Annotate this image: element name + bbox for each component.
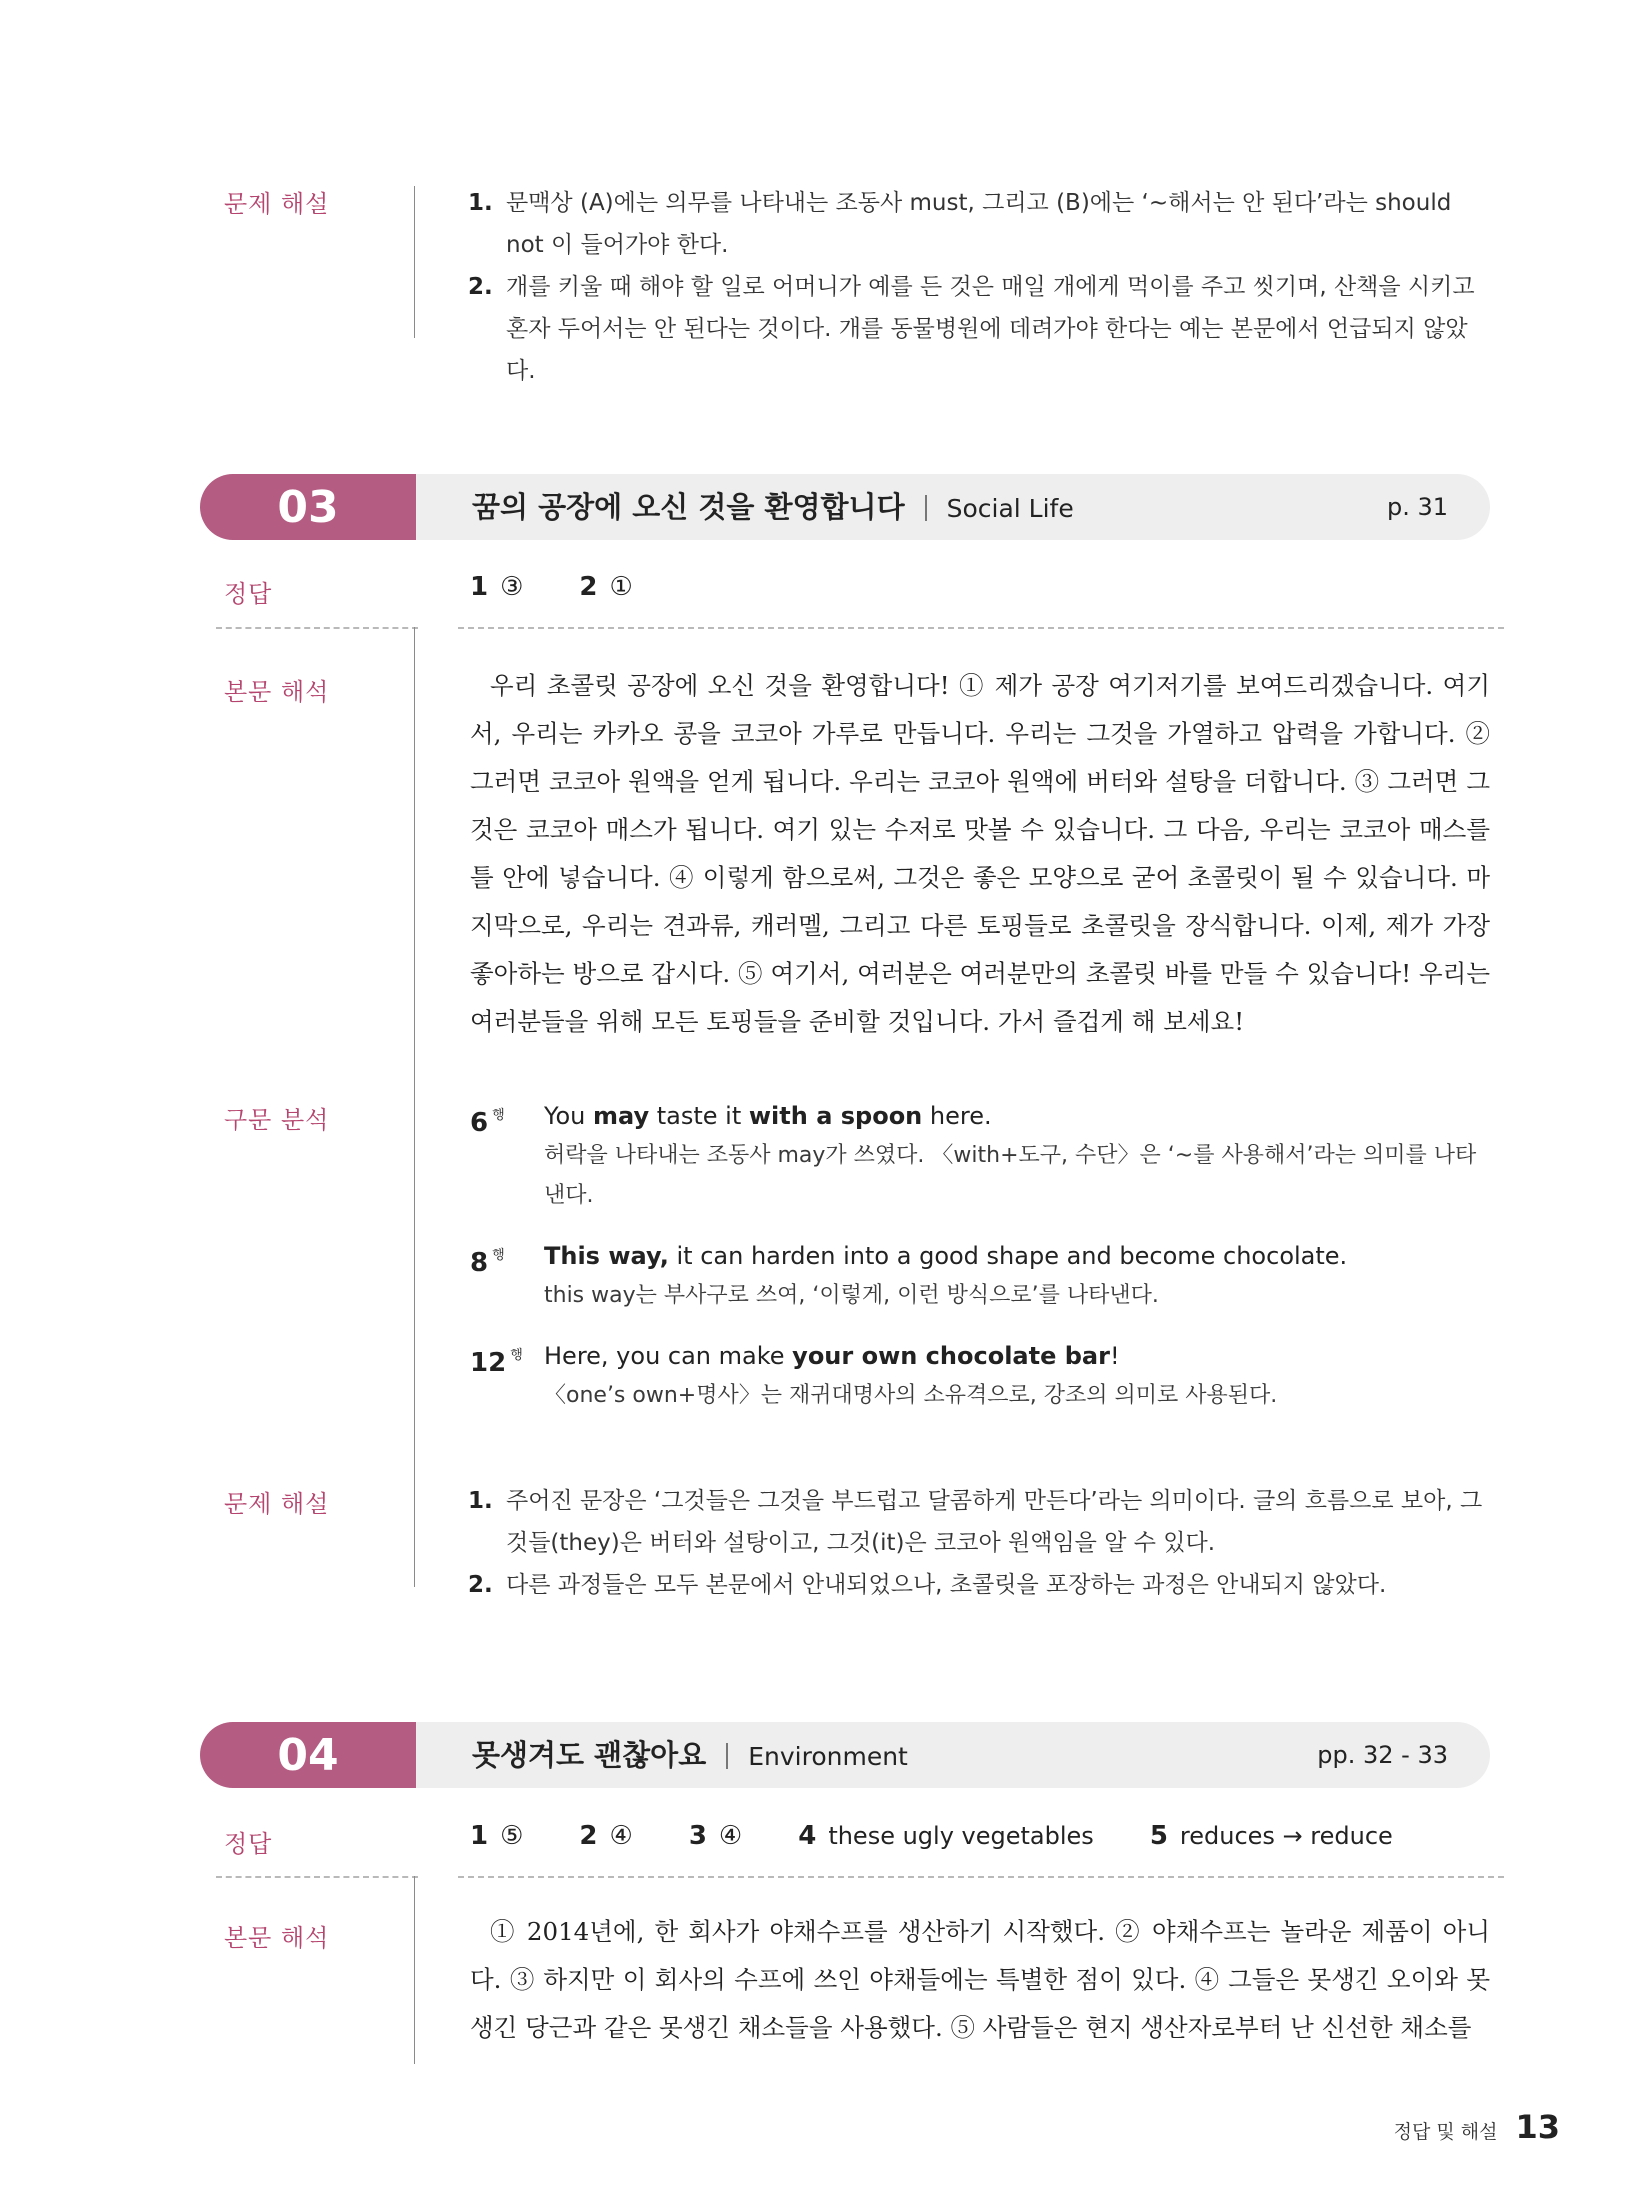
answer-row [470,572,689,602]
grammar-sentence: This way, it can harden into a good shape and become chocolate. [544,1242,1348,1270]
footer-text: 정답 및 해설 [1393,2121,1498,2143]
list-item [468,1564,1488,1606]
unit-page-ref: p. 31 [1386,493,1448,521]
divider-vertical [414,1876,415,2064]
answer-number: 5 [1149,1821,1168,1851]
line-ref [470,1336,544,1416]
answer-row [470,1821,1449,1851]
line-number: 12 [470,1348,507,1378]
section-label-answer: 정답 [224,580,273,608]
line-ref [470,1096,544,1216]
unit-category: Social Life [946,494,1074,523]
line-ref [470,1236,544,1316]
grammar-item [470,1336,1490,1416]
title-separator [925,495,927,521]
section-label-grammar: 구문 분석 [224,1106,330,1134]
unit03-explanation-list [468,1480,1488,1606]
answer-item [798,1821,1094,1851]
line-number: 6 [470,1108,489,1138]
unit-category: Environment [748,1742,908,1771]
answer-number: 1 [470,1821,489,1851]
answer-value: ④ [718,1821,743,1851]
unit-number-badge: 03 [200,474,416,540]
unit-number-badge: 04 [200,1722,416,1788]
grammar-item [470,1096,1490,1216]
grammar-body [544,1236,1490,1316]
answer-item [579,1821,632,1851]
page-number: 13 [1515,2108,1560,2146]
item-text: 다른 과정들은 모두 본문에서 안내되었으나, 초콜릿을 포장하는 과정은 안내되지 않았다. [506,1572,1387,1598]
section-label-translation: 본문 해석 [224,1924,330,1952]
item-number: 1. [468,190,493,216]
unit-title-text: 못생겨도 괜찮아요 [472,1738,707,1772]
answer-value: ④ [609,1821,633,1851]
list-item [468,182,1488,266]
section-label-explanation: 문제 해설 [224,1490,330,1518]
answer-item [689,1821,742,1851]
item-number: 2. [468,274,493,300]
line-number: 8 [470,1248,489,1278]
grammar-sentence: You may taste it with a spoon here. [544,1102,992,1130]
answer-value: these ugly vegetables [828,1822,1094,1850]
section-label-translation: 본문 해석 [224,678,330,706]
grammar-explanation: 허락을 나타내는 조동사 may가 쓰였다. 〈with+도구, 수단〉은 ‘~를 사용해서’라는 의미를 나타낸다. [544,1143,1477,1208]
answer-item [579,572,632,602]
answer-value: ① [609,572,633,602]
item-text: 개를 키울 때 해야 할 일로 어머니가 예를 든 것은 매일 개에게 먹이를 주고 씻기며, 산책을 시키고 혼자 두어서는 안 된다는 것이다. 개를 동물병원에 데려가야 한다는 예는 본문에서 언급되지 않았다. [506,274,1475,384]
dashed-divider [458,627,1504,629]
title-separator [726,1743,728,1769]
grammar-explanation: this way는 부사구로 쓰여, ‘이렇게, 이런 방식으로’를 나타낸다. [544,1283,1159,1308]
answer-item [470,572,523,602]
unit-title [472,1722,908,1790]
unit-title-text: 꿈의 공장에 오신 것을 환영합니다 [472,490,905,524]
grammar-sentence: Here, you can make your own chocolate bar! [544,1342,1120,1370]
translation-text: 우리 초콜릿 공장에 오신 것을 환영합니다! ① 제가 공장 여기저기를 보여드리겠습니다. 여기서, 우리는 카카오 콩을 코코아 가루로 만듭니다. 우리는 그것을 가열하고 압력을 가합니다. ② 그러면 코코아 원액을 얻게 됩니다. 우리는 코코아 원액에 버터와 설탕을 더합니다. ③ 그러면 그것은 코코아 매스가 됩니다. 여기 있는 수저로 맛볼 수 있습니다. 그 다음, 우리는 코코아 매스를 틀 안에 넣습니다. ④ 이렇게 함으로써, 그것은 좋은 모양으로 굳어 초콜릿이 될 수 있습니다. 마지막으로, 우리는 견과류, 캐러멜, 그리고 다른 토핑들로 초콜릿을 장식합니다. 이제, 제가 가장 좋아하는 방으로 갑시다. ⑤ 여기서, 여러분은 여러분만의 초콜릿 바를 만들 수 있습니다! 우리는 여러분들을 위해 모든 토핑들을 준비할 것입니다. 가서 즐겁게 해 보세요! [470,671,1490,1036]
answer-number: 1 [470,572,489,602]
answer-item [1150,1821,1393,1851]
divider-vertical [414,627,415,1587]
line-unit: 행 [492,1248,505,1263]
page-footer [1394,2108,1560,2146]
answer-number: 2 [579,572,598,602]
section-label-answer: 정답 [224,1830,273,1858]
item-text: 문맥상 (A)에는 의무를 나타내는 조동사 must, 그리고 (B)에는 ‘~해서는 안 된다’라는 should not 이 들어가야 한다. [506,190,1452,258]
translation-text: ① 2014년에, 한 회사가 야채수프를 생산하기 시작했다. ② 야채수프는 놀라운 제품이 아니다. ③ 하지만 이 회사의 수프에 쓰인 야채들에는 특별한 점이 있다. ④ 그들은 못생긴 오이와 못생긴 당근과 같은 못생긴 채소들을 사용했다. ⑤ 사람들은 현지 생산자로부터 난 신선한 채소를 [470,1917,1490,2042]
answer-item [470,1821,523,1851]
answer-value: ③ [500,572,524,602]
grammar-explanation: 〈one’s own+명사〉는 재귀대명사의 소유격으로, 강조의 의미로 사용된다. [544,1383,1278,1408]
dashed-divider [458,1876,1504,1878]
item-text: 주어진 문장은 ‘그것들은 그것을 부드럽고 달콤하게 만든다’라는 의미이다. 글의 흐름으로 보아, 그것들(they)은 버터와 설탕이고, 그것(it)은 코코아 원액임을 알 수 있다. [506,1488,1483,1556]
line-unit: 행 [492,1108,505,1123]
line-unit: 행 [510,1348,523,1363]
list-item [468,266,1488,392]
item-number: 2. [468,1572,493,1598]
answer-number: 3 [688,1821,707,1851]
item-number: 1. [468,1488,493,1514]
grammar-item [470,1236,1490,1316]
grammar-body [544,1336,1490,1416]
grammar-list [470,1096,1490,1436]
answer-number: 2 [579,1821,598,1851]
top-explanation-list [468,182,1488,392]
divider-vertical [414,186,415,338]
answer-number: 4 [798,1821,817,1851]
unit-title [472,474,1074,542]
grammar-body [544,1096,1490,1216]
unit-page-ref: pp. 32 - 33 [1317,1741,1448,1769]
list-item [468,1480,1488,1564]
dashed-divider [216,627,418,629]
unit-header-03 [200,474,1490,540]
answer-value: ⑤ [500,1821,524,1851]
unit-header-04 [200,1722,1490,1788]
section-label-explanation: 문제 해설 [224,190,330,218]
dashed-divider [216,1876,418,1878]
answer-value: reduces → reduce [1179,1822,1393,1850]
